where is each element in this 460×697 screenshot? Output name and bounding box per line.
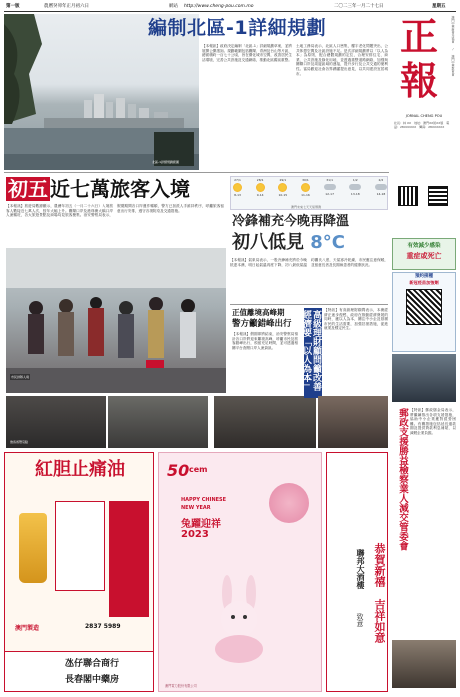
sidebar-photo (392, 354, 456, 402)
vaccine-promo (392, 238, 456, 270)
masthead-char-zheng: 正 (400, 14, 439, 59)
photo-caption: 北區-1詳細規劃範圍 (152, 160, 179, 164)
ad-medicine-bottle (19, 513, 47, 583)
ad-medicine-phone: 2837 5989 (85, 623, 121, 630)
ad-medicine-title: 紅胆止痛油 (35, 459, 125, 480)
weather-forecast-strip (230, 176, 388, 210)
weather-day-4: 30/1 11-16 (301, 178, 310, 197)
story3-headline-1: 正值離境高峰期 (232, 308, 285, 317)
issue-date: 二〇二三年一月二十七日 (334, 4, 384, 9)
weather-day-5: 31/1 12-17 (325, 178, 334, 196)
sidebar-body: 【特訊】郵政儲金局表示，將繼續推出各項支援措施，協助中小企業應對經營困難。有關措施包括延長還款期及提供貸款利息補貼，以減輕企業負擔。 (410, 408, 456, 435)
story1-body: 土地工務局表示，北區人口密集，樓宇老化問題突出，公共休憩空間及社區設施不足。是次詳細規劃將以「以人為本」為原則，配合總體規劃的定位，合理安排住宅、商業、公共設施及綠化用地，並透過重整道路網絡，加強與關閘口岸及周邊區域的連接，提升步行及公共交通的便利性。當局歡迎社會各界踴躍提出意見，以共同建設宜居城市。 (296, 44, 388, 76)
ad-medicine-shop-1: 氹仔聯合商行 (65, 659, 120, 669)
divider-line-2 (230, 304, 388, 305)
ad-cem-rabbit-icon (199, 573, 279, 663)
story2-body: 【本報訊】旅遊局數據顯示，農曆年初五（一月二十六日）入境旅客人數接近七萬人次，按年大幅上升。關閘口岸及港珠澳大橋口岸人流暢旺，各大旅遊景點及商場均見旅客聚集。治安警察局表示，假期期間各口岸運作暢順，警方已加派人手維持秩序，呼籲旅客留意出行安排，遵守各項防疫及交通措施。 (6, 204, 224, 218)
crowd-photo-strip-mid (108, 396, 208, 448)
story3-body: 【本報訊】假期即將結束，治安警察局預計各口岸將迎來離境高峰，呼籲市民及旅客錯峰出行，預留充足時間，並可透過相關平台查閱口岸人流資訊。 (232, 332, 298, 350)
ad-cem-footer: 澳門電力股份有限公司 (165, 684, 197, 688)
ad-cem[interactable] (158, 452, 322, 692)
ad-medicine-footer (5, 651, 153, 691)
weather-day-6: 1/2 13-18 (350, 178, 360, 196)
ad-cem-lanterns (269, 483, 309, 523)
weather-day-7: 2/2 14-18 (376, 178, 386, 196)
story3-headline-2: 警方籲錯峰出行 (232, 319, 292, 329)
ad-cem-line-2: NEW YEAR (181, 505, 211, 511)
weather-days (233, 178, 387, 204)
qr-code-vaccine[interactable] (406, 289, 442, 325)
crowd-photo-main (6, 248, 226, 393)
header-bar (4, 2, 456, 12)
ad-greetings[interactable] (326, 452, 388, 692)
ad-cem-line-3: 兔躍迎祥 (181, 519, 221, 530)
lunar-date: 農曆癸卯年正月初六日 (44, 4, 89, 9)
qr-code-1[interactable] (398, 186, 418, 206)
vaccine-qr-block[interactable] (392, 272, 456, 352)
vertical-story-body: 【特訊】有高級理財顧問表示，本澳經濟正逐步復甦，政府在推動經濟發展的同時，應以人為本，關注中小企及基層市民的生活需要，加強扶援措施，促進就業及穩定民生。 (324, 308, 388, 331)
website-url[interactable]: http://www.cheng-pou.com.mo (184, 4, 254, 9)
departure-hall-photo (214, 396, 316, 448)
page-number: 第一版 (6, 4, 20, 9)
greeting-new-year: 恭賀新禧 (373, 543, 386, 587)
masthead-corner-tag: 澳門中華新青年協會 / 澳門中華教育會 (451, 16, 455, 76)
weather-day-3: 29/1 10-15 (278, 178, 288, 197)
ad-cem-line-1: HAPPY CHINESE (181, 497, 227, 503)
weather-forecast-title: 澳門未來七天天氣預測 (291, 205, 322, 209)
website-label: 網站 (169, 4, 178, 9)
ad-medicine-shop-2: 長春閣中藥房 (65, 675, 120, 685)
ad-cem-brand: cem (189, 465, 208, 474)
sidebar-bottom-photo (392, 640, 456, 688)
story2-headline-main: 近七萬旅客入境 (50, 177, 190, 201)
masthead (392, 14, 456, 210)
masthead-char-bao: 報 (400, 58, 439, 103)
story1-headline: 編制北區-1詳細規劃 (148, 17, 327, 39)
qr-caption-2: 新冠疫苗加強劑 (409, 280, 439, 285)
weather-body: 【本報訊】氣象局表示，一股冷鋒補充將於今晚抵達本澳，明日起氣溫再度下降，初八最低氣溫約攝氏八度，天氣寒冷乾燥，市民應注意保暖，並留意長者及長期病患者的健康狀況。 (230, 258, 388, 267)
vertical-story-headline: 高級理財顧問籲改善經濟要「以人為本」 (304, 308, 322, 398)
divider-line (4, 172, 389, 173)
ad-medicine-red-panel (109, 501, 149, 617)
weather-day-2: 28/1 9-14 (256, 178, 264, 197)
right-vertical-headline: 郵政支援勝益檢察業人減交管委會 (397, 408, 408, 551)
people-photo (318, 396, 388, 448)
masthead-info: 社長：林 XX 地址：澳門XX街XX號 電話：28XXXXXX 傳真：28XXXXXX (394, 121, 450, 129)
greeting-lucky: 吉祥如意 (373, 599, 386, 643)
qr-caption-1: 預約接種 (415, 274, 433, 279)
qr-code-2[interactable] (428, 186, 448, 206)
greeting-company: 聯邦大酒樓 (356, 549, 365, 589)
story2-headline-highlight: 初五 (8, 177, 48, 201)
weather-day-1: 27/1 8-13 (234, 178, 241, 197)
weather-headline-text: 初八低見 (232, 232, 304, 253)
ad-cem-year: 2023 (181, 529, 209, 540)
greeting-sign: 致意 (356, 613, 364, 627)
ad-medicine-box (55, 501, 105, 591)
weekday: 星期五 (432, 4, 446, 9)
weather-headline-1: 冷鋒補充今晚再降溫 (232, 214, 350, 229)
ad-medicine[interactable] (4, 452, 154, 692)
weather-headline-temp: 8°C (310, 232, 346, 253)
story2-headline (6, 175, 226, 203)
vaccine-promo-line-1: 有效減少感染 (407, 243, 441, 249)
ad-medicine-brand: 澳門製造 (15, 625, 40, 632)
photo-caption-queue: 市民排隊入境 (11, 375, 30, 379)
vaccine-promo-line-2: 重症或死亡 (406, 252, 442, 260)
masthead-english: JORNAL CHENG POU (405, 114, 443, 118)
story1-lead: 【本報訊】政府決定編制「北區-1」詳細規劃草案，並將展開公開諮詢。規劃範圍包括關閘、青洲及台山等片區，總面積約一百七十公頃，旨在優化城市空間，改善居民生活環境，完善公共設施及交通網絡，推動北區舊區重整。 (202, 44, 292, 62)
weather-headline-2 (232, 232, 345, 254)
ad-cem-anniversary: 50 (167, 461, 190, 480)
photo-caption-sights: 旅客遊覽景點 (10, 440, 29, 444)
